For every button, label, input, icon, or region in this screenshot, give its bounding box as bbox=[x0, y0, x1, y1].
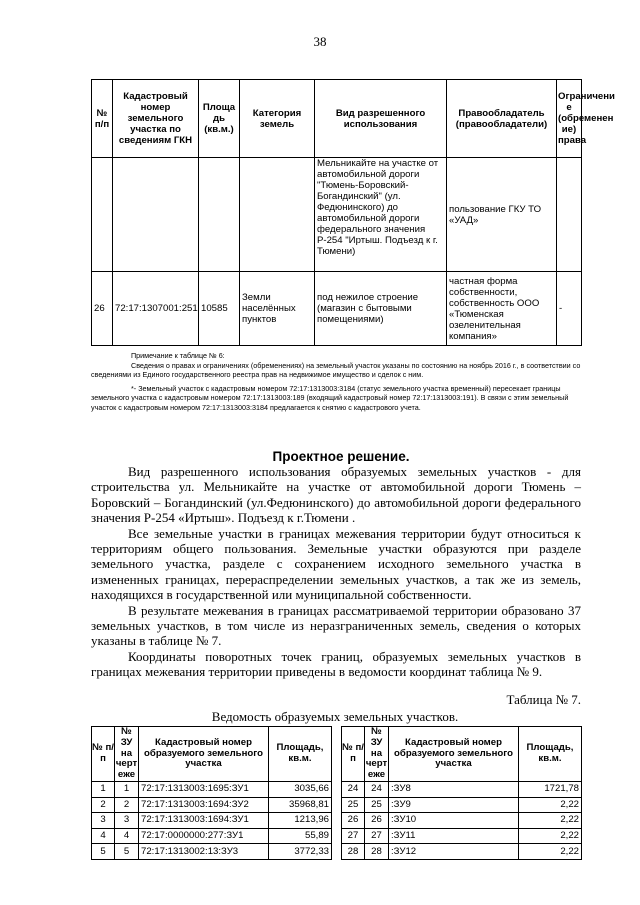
table-header-row bbox=[342, 727, 582, 782]
table-cell: 2,22 bbox=[519, 797, 582, 813]
table-row bbox=[92, 797, 332, 813]
table-header-row bbox=[92, 727, 332, 782]
table-cell: 27 bbox=[365, 828, 389, 844]
col-header-area: Площадь, кв.м. bbox=[519, 727, 582, 782]
col-header-owner: Правообладатель (правообладатели) bbox=[447, 80, 557, 158]
formed-plots-table-right bbox=[341, 726, 582, 860]
table-cell: 35968,81 bbox=[269, 797, 332, 813]
land-plots-table bbox=[91, 79, 615, 346]
project-decision-section bbox=[91, 449, 581, 680]
table-row bbox=[342, 828, 582, 844]
table-cell: 2,22 bbox=[519, 844, 582, 860]
table-cell: :ЗУ10 bbox=[389, 813, 519, 829]
table-cell: 72:17:1307001:251 bbox=[113, 272, 199, 346]
table-cell: Мельникайте на участке от автомобильной дороги "Тюмень-Боровский-Богандинский" (ул. Федюнинского) до автомобильной дороги федерального значения Р-254 "Иртыш. Подъезд к г. Тюмени) bbox=[315, 158, 447, 272]
table-cell: 26 bbox=[365, 813, 389, 829]
col-header-area: Площадь, кв.м. bbox=[269, 727, 332, 782]
table-cell: 10585 bbox=[199, 272, 240, 346]
table-cell: 24 bbox=[342, 782, 365, 798]
table-cell bbox=[240, 158, 315, 272]
table-cell: 1721,78 bbox=[519, 782, 582, 798]
table-cell: Земли населённых пунктов bbox=[240, 272, 315, 346]
table-cell: 5 bbox=[92, 844, 115, 860]
table-cell: 26 bbox=[92, 272, 113, 346]
table-row bbox=[342, 797, 582, 813]
table-cell: 5 bbox=[115, 844, 139, 860]
table-header-row bbox=[92, 80, 582, 158]
table-cell: 1 bbox=[92, 782, 115, 798]
table-cell: 3035,66 bbox=[269, 782, 332, 798]
table-row bbox=[342, 813, 582, 829]
col-header-restriction: Ограничени е (обременен ие) права bbox=[557, 80, 582, 158]
table-cell: 2 bbox=[92, 797, 115, 813]
col-header-drawing-number: № ЗУ на черт еже bbox=[115, 726, 138, 781]
table-cell: 4 bbox=[92, 828, 115, 844]
table-cell: 25 bbox=[365, 797, 389, 813]
col-header-cadastral: Кадастровый номер образуемого земельного участка bbox=[389, 727, 519, 782]
table-cell: 24 bbox=[365, 782, 389, 798]
table-cell: 2 bbox=[115, 797, 139, 813]
table-cell: 2,22 bbox=[519, 813, 582, 829]
table-cell: :ЗУ11 bbox=[389, 828, 519, 844]
table-cell: 72:17:1313003:1694:ЗУ2 bbox=[139, 797, 269, 813]
table-title: Ведомость образуемых земельных участков. bbox=[211, 709, 459, 724]
col-header-drawing-number: № ЗУ на черт еже bbox=[365, 726, 388, 781]
section-heading: Проектное решение. bbox=[272, 449, 410, 464]
table-cell: частная форма собственности, собственность ООО «Тюменская озеленительная компания» bbox=[447, 272, 557, 346]
table-cell: 1 bbox=[115, 782, 139, 798]
formed-plots-table-left bbox=[91, 726, 332, 860]
table-cell bbox=[199, 158, 240, 272]
table-cell: 26 bbox=[342, 813, 365, 829]
table-row bbox=[92, 782, 332, 798]
paragraph: Координаты поворотных точек границ, образуемых земельных участков в границах межевания территории приведены в ведомости координат таблица № 9. bbox=[91, 648, 581, 680]
table-cell: 4 bbox=[115, 828, 139, 844]
col-header-number: № п/п bbox=[92, 727, 115, 782]
table-cell: 27 bbox=[342, 828, 365, 844]
table-cell: 25 bbox=[342, 797, 365, 813]
table-cell bbox=[92, 158, 113, 272]
table-cell: пользование ГКУ ТО «УАД» bbox=[447, 158, 557, 272]
col-header-category: Категория земель bbox=[240, 80, 315, 158]
col-header-usage: Вид разрешенного использования bbox=[315, 80, 447, 158]
table-cell: 72:17:1313002:13:ЗУ3 bbox=[139, 844, 269, 860]
table-row bbox=[92, 844, 332, 860]
table-notes bbox=[91, 351, 581, 413]
col-header-cadastral: Кадастровый номер образуемого земельного участка bbox=[139, 727, 269, 782]
table-cell bbox=[113, 158, 199, 272]
table-cell: 72:17:0000000:277:ЗУ1 bbox=[139, 828, 269, 844]
table-label: Таблица № 7. bbox=[506, 692, 581, 707]
table-cell: 1213,96 bbox=[269, 813, 332, 829]
notes-line: *- Земельный участок с кадастровым номером 72:17:1313003:3184 (статус земельного участка временный) пересекает границы земельного участка с кадастровым номером 72:17:1313003:189 (входящий кадастровый номер 72:17:1313003:191). В связи с этим земельный участок с кадастровым номером 72:17:1313003:3184 предлагается к снятию с кадастрового учета. bbox=[91, 383, 569, 412]
col-header-area: Площа дь (кв.м.) bbox=[199, 80, 240, 158]
table-row bbox=[92, 828, 332, 844]
table-cell: :ЗУ9 bbox=[389, 797, 519, 813]
page-number: 38 bbox=[313, 34, 327, 49]
table-cell: 2,22 bbox=[519, 828, 582, 844]
table-cell bbox=[557, 158, 582, 272]
table-cell: 3 bbox=[115, 813, 139, 829]
table-cell: 55,89 bbox=[269, 828, 332, 844]
table-row bbox=[92, 813, 332, 829]
paragraph: В результате межевания в границах рассматриваемой территории образовано 37 земельных участков, в том числе из неразграниченных земель, сведения о которых указаны в таблице № 7. bbox=[91, 602, 581, 649]
col-header-cadastral: Кадастровый номер земельного участка по сведениям ГКН bbox=[113, 80, 199, 158]
table-row bbox=[92, 272, 582, 346]
table-cell: - bbox=[557, 272, 582, 346]
paragraph: Вид разрешенного использования образуемых земельных участков - для строительства ул. Мельникайте на участке от автомобильной дороги Тюмень – Боровский – Богандинский (ул.Федюнинского) до автомобильной дороги федерального значения Р-254 «Иртыш». Подъезд к г.Тюмени . bbox=[91, 464, 581, 526]
table-cell: 3 bbox=[92, 813, 115, 829]
notes-title: Примечание к таблице № 6: bbox=[131, 351, 225, 360]
col-header-number: № п/п bbox=[92, 80, 113, 158]
table-cell: 72:17:1313003:1694:ЗУ1 bbox=[139, 813, 269, 829]
table-cell: :ЗУ12 bbox=[389, 844, 519, 860]
table-row bbox=[92, 158, 582, 272]
table-cell: 3772,33 bbox=[269, 844, 332, 860]
col-header-number: № п/п bbox=[342, 727, 365, 782]
table-cell: 28 bbox=[342, 844, 365, 860]
table-cell: :ЗУ8 bbox=[389, 782, 519, 798]
table-cell: под нежилое строение (магазин с бытовыми помещениями) bbox=[315, 272, 447, 346]
table-cell: 28 bbox=[365, 844, 389, 860]
paragraph: Все земельные участки в границах межевания территории будут относиться к территориям общего пользования. Земельные участки образуются при разделе земельного участка, разделе с сохранением исходного земельного участка в измененных границах, перераспределении земельных участков, а так же из земель, находящихся в государственной или муниципальной собственности. bbox=[91, 525, 581, 603]
notes-line: Сведения о правах и ограничениях (обременениях) на земельный участок указаны по состоянию на ноябрь 2016 г., в соответствии со сведениями из Единого государственного реестра прав на недвижимое имущество и сделок с ним. bbox=[91, 360, 581, 380]
table-row bbox=[342, 844, 582, 860]
table-cell: 72:17:1313003:1695:ЗУ1 bbox=[139, 782, 269, 798]
table-row bbox=[342, 782, 582, 798]
